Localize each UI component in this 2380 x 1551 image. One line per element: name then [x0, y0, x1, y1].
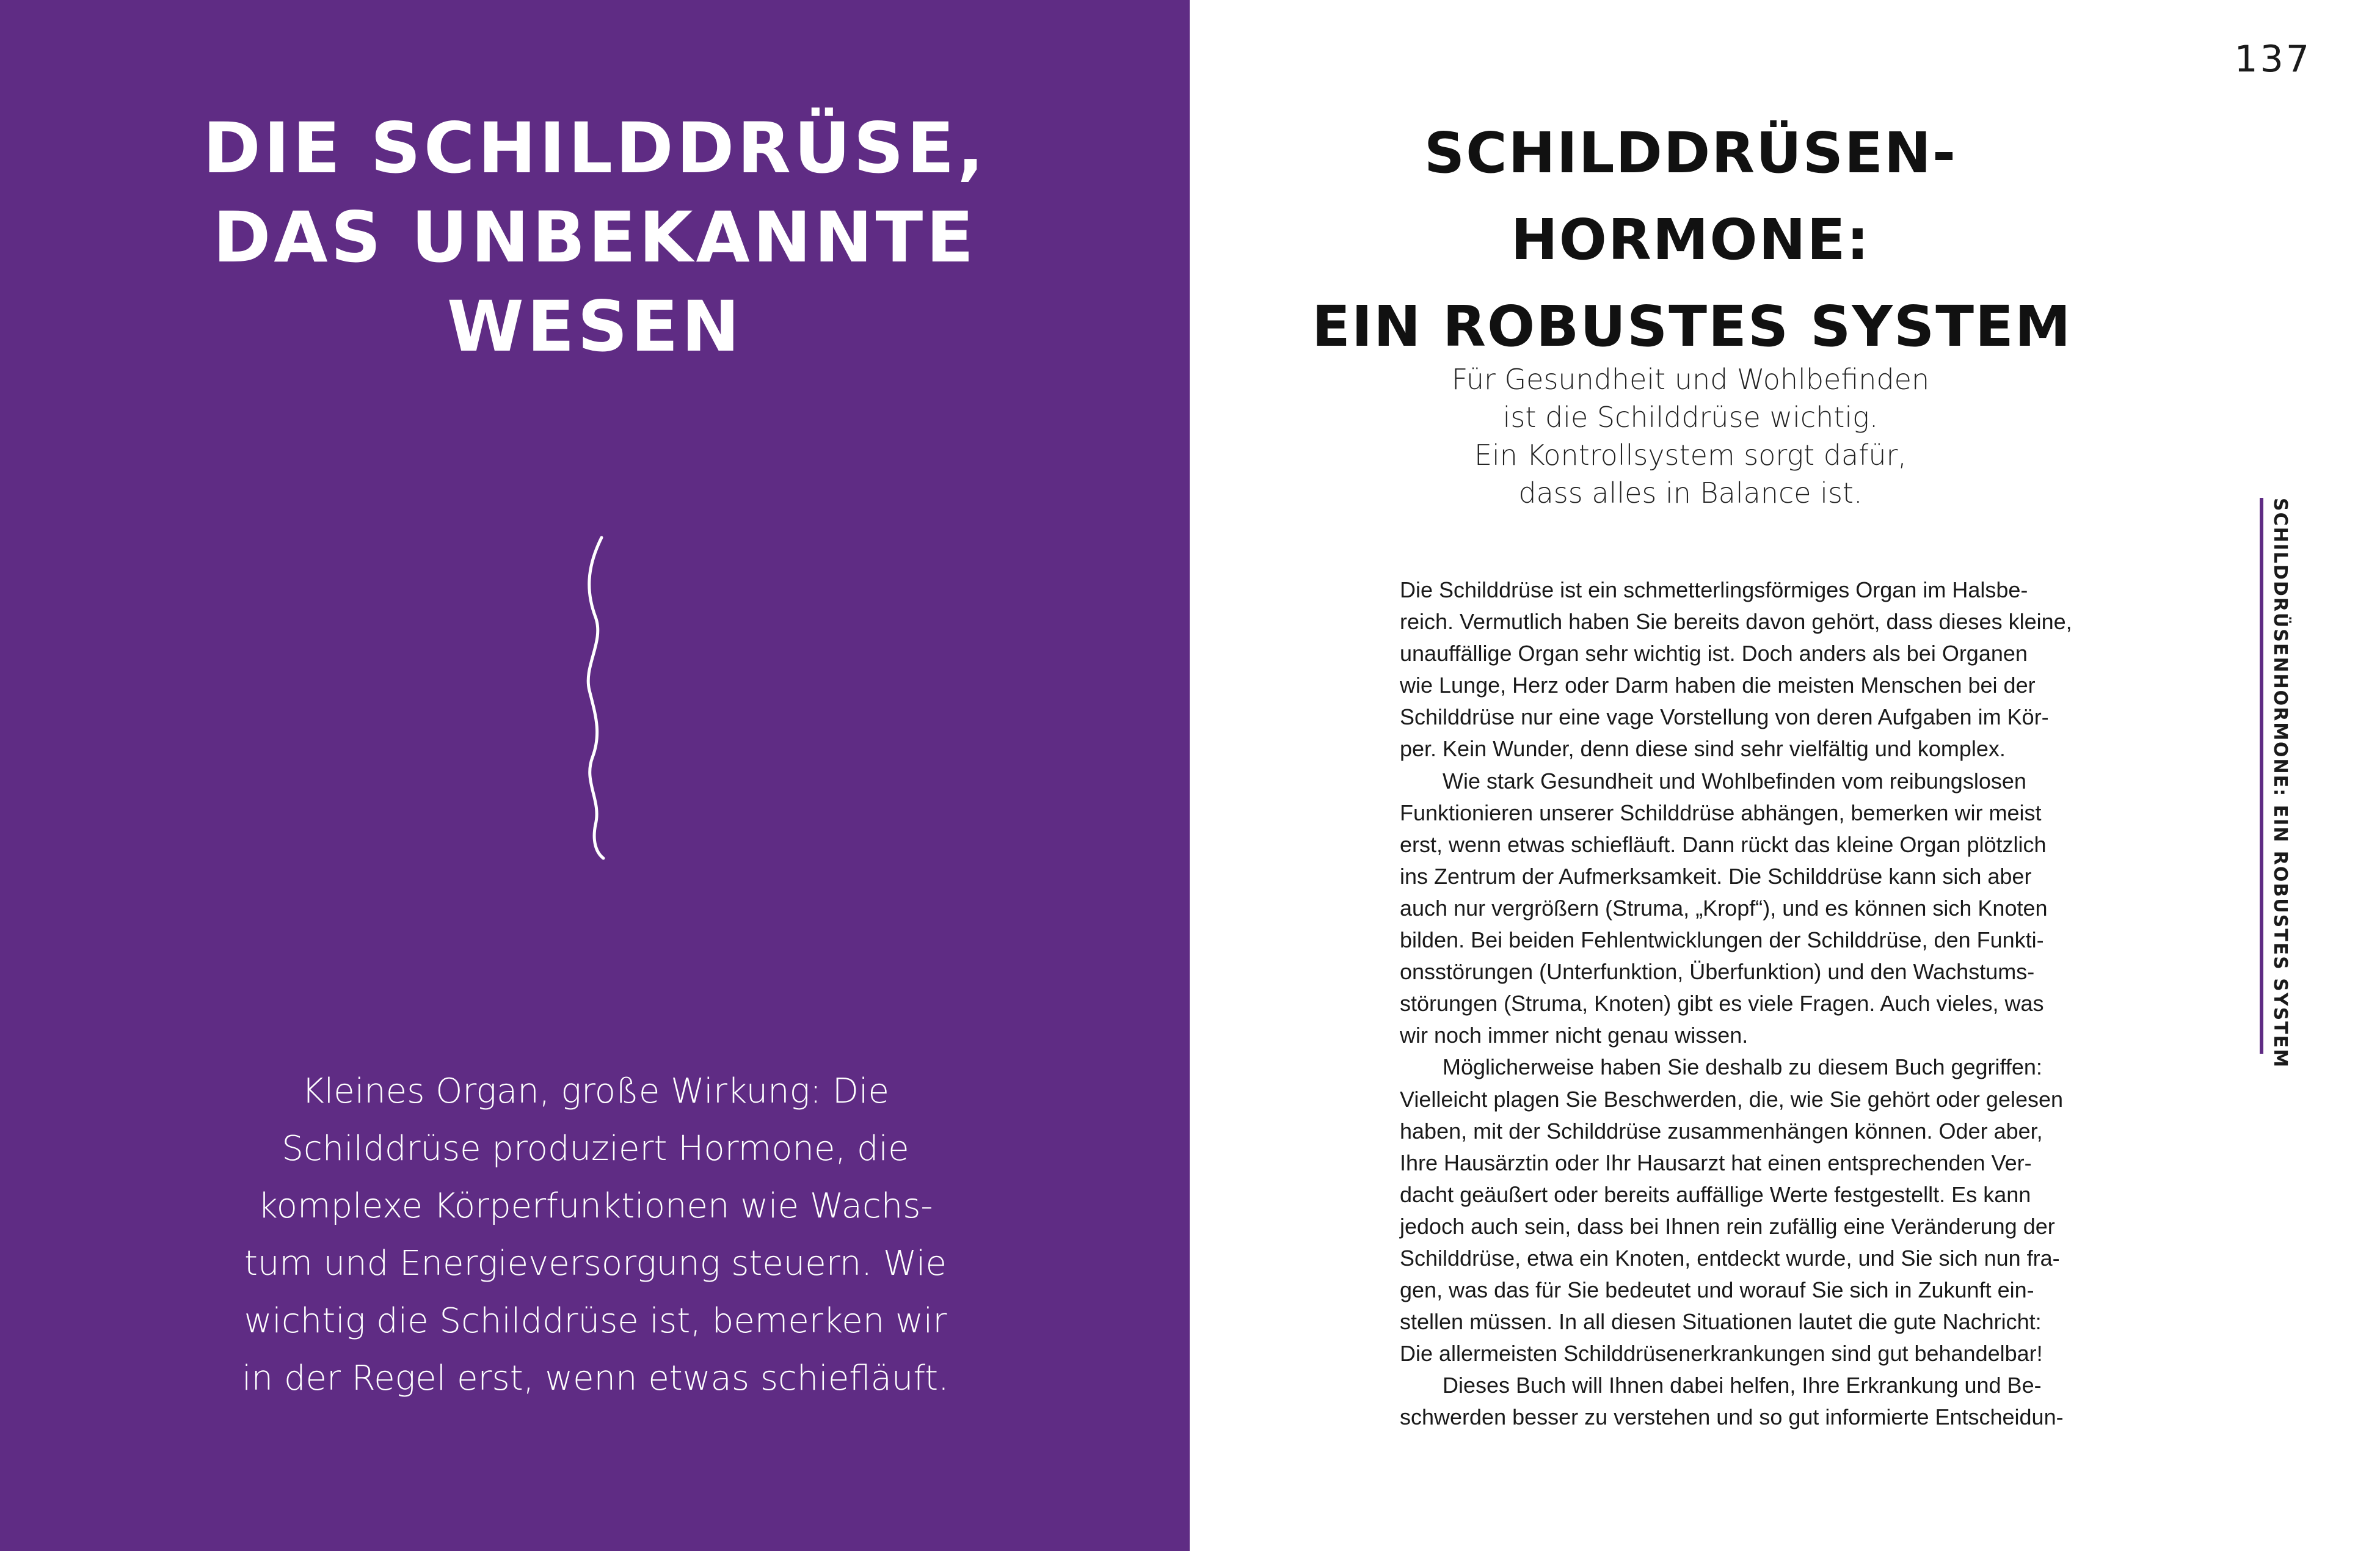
body-line: Vielleicht plagen Sie Beschwerden, die, wie Sie gehört oder gelesen [1400, 1086, 2064, 1112]
chapter-title-line: DIE SCHILDDRÜSE, [203, 108, 987, 189]
body-line: wie Lunge, Herz oder Darm haben die meisten Menschen bei der [1400, 673, 2036, 698]
right-page [1190, 0, 2380, 1551]
chapter-intro-line: wichtig die Schilddrüse ist, bemerken wir [244, 1301, 947, 1341]
body-line: wir noch immer nicht genau wissen. [1400, 1023, 1749, 1048]
section-intro [1312, 360, 2069, 512]
chapter-intro-line: Kleines Organ, große Wirkung: Die [302, 1071, 889, 1111]
squiggle-line-decoration [574, 531, 617, 861]
body-line: schwerden besser zu verstehen und so gut informierte Entscheidun- [1400, 1404, 2064, 1430]
body-line: gen, was das für Sie bedeutet und worauf Sie sich in Zukunft ein- [1400, 1277, 2034, 1303]
body-line: stellen müssen. In all diesen Situationen lautet die gute Nachricht: [1400, 1309, 2042, 1335]
body-line: Die allermeisten Schilddrüsenerkrankungen sind gut behandelbar! [1400, 1341, 2043, 1367]
body-line: per. Kein Wunder, denn diese sind sehr vielfältig und komplex. [1400, 736, 2006, 762]
section-intro-line: ist die Schilddrüse wichtig. [1502, 401, 1879, 434]
body-line: Schilddrüse nur eine vage Vorstellung von deren Aufgaben im Kör- [1400, 704, 2049, 730]
section-intro-line: Für Gesundheit und Wohlbefinden [1451, 363, 1930, 396]
body-line: auch nur vergrößern (Struma, „Kropf“), und es können sich Knoten [1400, 895, 2048, 921]
body-line: störungen (Struma, Knoten) gibt es viele Fragen. Auch vieles, was [1400, 991, 2044, 1016]
body-line: dacht geäußert oder bereits auffällige Werte festgestellt. Es kann [1400, 1181, 2031, 1207]
page-number: 137 [2234, 38, 2312, 81]
chapter-title-line: WESEN [446, 286, 743, 367]
body-line: Möglicherweise haben Sie deshalb zu diesem Buch gegriffen: [1443, 1054, 2042, 1080]
body-line: Dieses Buch will Ihnen dabei helfen, Ihre Erkrankung und Be- [1443, 1373, 2042, 1398]
chapter-intro-line: Schilddrüse produziert Hormone, die [282, 1129, 909, 1169]
body-line: haben, mit der Schilddrüse zusammenhängen können. Oder aber, [1400, 1118, 2043, 1144]
body-line: ins Zentrum der Aufmerksamkeit. Die Schilddrüse kann sich aber [1400, 863, 2032, 889]
chapter-title-line: DAS UNBEKANNTE [213, 197, 977, 278]
body-line: Schilddrüse, etwa ein Knoten, entdeckt wurde, und Sie sich nun fra- [1400, 1245, 2060, 1271]
body-line: unauffällige Organ sehr wichtig ist. Doch anders als bei Organen [1400, 641, 2028, 666]
body-line: reich. Vermutlich haben Sie bereits davon gehört, dass dieses kleine, [1400, 609, 2072, 635]
section-intro-line: dass alles in Balance ist. [1518, 476, 1863, 509]
body-text [1400, 574, 2194, 1434]
body-line: Wie stark Gesundheit und Wohlbefinden vom reibungslosen [1443, 768, 2026, 794]
body-line: erst, wenn etwas schiefläuft. Dann rückt das kleine Organ plötzlich [1400, 831, 2047, 857]
section-title-line: HORMONE: [1510, 207, 1871, 272]
running-head-rule [2260, 498, 2263, 1054]
section-intro-line: Ein Kontrollsystem sorgt dafür, [1474, 439, 1907, 472]
chapter-intro-line: in der Regel erst, wenn etwas schiefläuft. [242, 1359, 949, 1398]
section-title-line: EIN ROBUSTES SYSTEM [1312, 294, 2072, 359]
body-line: bilden. Bei beiden Fehlentwicklungen der Schilddrüse, den Funkti- [1400, 927, 2044, 953]
body-line: Funktionieren unserer Schilddrüse abhängen, bemerken wir meist [1400, 800, 2042, 825]
running-head: SCHILDDRÜSENHORMONE: EIN ROBUSTES SYSTEM [2269, 498, 2291, 1068]
section-title-line: SCHILDDRÜSEN- [1424, 120, 1957, 186]
chapter-intro-line: tum und Energieversorgung steuern. Wie [244, 1244, 947, 1283]
body-line: jedoch auch sein, dass bei Ihnen rein zufällig eine Veränderung der [1400, 1213, 2055, 1239]
chapter-intro [134, 1063, 1057, 1407]
body-line: Die Schilddrüse ist ein schmetterlingsförmiges Organ im Halsbe- [1400, 577, 2028, 602]
chapter-intro-line: komplexe Körperfunktionen wie Wachs- [258, 1186, 933, 1226]
section-title [1312, 110, 2072, 370]
chapter-title [0, 104, 1190, 371]
body-line: Ihre Hausärztin oder Ihr Hausarzt hat einen entsprechenden Ver- [1400, 1150, 2032, 1175]
body-line: onsstörungen (Unterfunktion, Überfunktion) und den Wachstums- [1400, 959, 2035, 985]
